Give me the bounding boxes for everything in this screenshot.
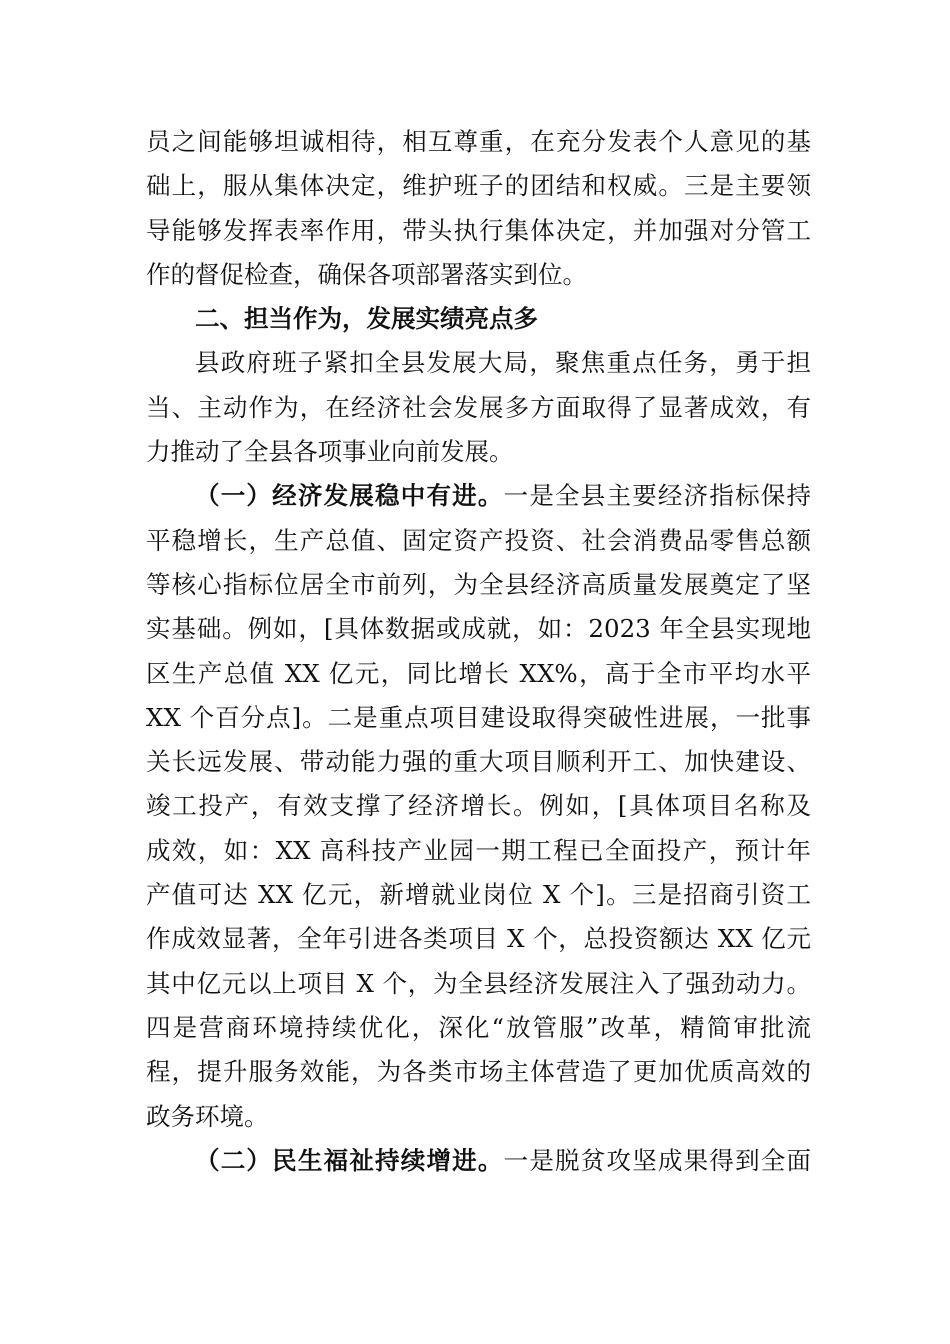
paragraph-section-intro — [146, 341, 811, 474]
text-line: 竣工投产，有效支撑了经济增长。例如，[具体项目名称及 — [146, 791, 811, 821]
text-line: 其中亿元以上项目 X 个，为全县经济发展注入了强劲动力。 — [146, 968, 811, 998]
section-heading: 二、担当作为，发展实绩亮点多 — [195, 304, 538, 334]
text-line: 平稳增长，生产总值、固定资产投资、社会消费品零售总额 — [146, 525, 811, 555]
text-line: 当、主动作为，在经济社会发展多方面取得了显著成效，有 — [146, 392, 811, 422]
text-run: 一是全县主要经济指标保持 — [503, 481, 811, 511]
paragraph-livelihood — [146, 1139, 811, 1183]
text-line: 成效，如：XX 高科技产业园一期工程已全面投产，预计年 — [146, 835, 811, 865]
subsection-heading: （二）民生福祉持续增进。 — [195, 1145, 504, 1175]
text-line: 产值可达 XX 亿元，新增就业岗位 X 个]。三是招商引资工 — [146, 880, 811, 910]
text-line: 关长远发展、带动能力强的重大项目顺利开工、加快建设、 — [146, 747, 811, 777]
subsection-heading: （一）经济发展稳中有进。 — [195, 481, 504, 511]
text-line — [146, 474, 811, 518]
text-line: 四是营商环境持续优化，深化“放管服”改革，精简审批流 — [146, 1012, 811, 1042]
text-line: XX 个百分点]。二是重点项目建设取得突破性进展，一批事 — [146, 702, 811, 732]
text-line: 础上，服从集体决定，维护班子的团结和权威。三是主要领 — [146, 171, 811, 201]
text-line: 等核心指标位居全市前列，为全县经济高质量发展奠定了坚 — [146, 569, 811, 599]
text-run: 一是脱贫攻坚成果得到全面 — [503, 1145, 811, 1175]
document-body — [146, 120, 811, 1183]
text-line: 程，提升服务效能，为各类市场主体营造了更加优质高效的 — [146, 1057, 811, 1087]
text-line — [146, 1139, 811, 1183]
text-line: 政务环境。 — [146, 1101, 269, 1131]
text-line: 员之间能够坦诚相待，相互尊重，在充分发表个人意见的基 — [146, 127, 811, 156]
paragraph-economic-development — [146, 474, 811, 1138]
text-line: 力推动了全县各项事业向前发展。 — [146, 437, 514, 467]
text-line: 县政府班子紧扣全县发展大局，聚焦重点任务，勇于担 — [195, 348, 811, 378]
text-line: 实基础。例如，[具体数据或成就，如：2023 年全县实现地 — [146, 614, 811, 644]
text-line: 作的督促检查，确保各项部署落实到位。 — [146, 259, 587, 289]
paragraph-leadership-unity — [146, 120, 811, 297]
text-line: 作成效显著，全年引进各类项目 X 个，总投资额达 XX 亿元 — [146, 924, 811, 954]
text-line: 导能够发挥表率作用，带头执行集体决定，并加强对分管工 — [146, 215, 811, 245]
text-line: 区生产总值 XX 亿元，同比增长 XX%，高于全市平均水平 — [146, 658, 811, 688]
